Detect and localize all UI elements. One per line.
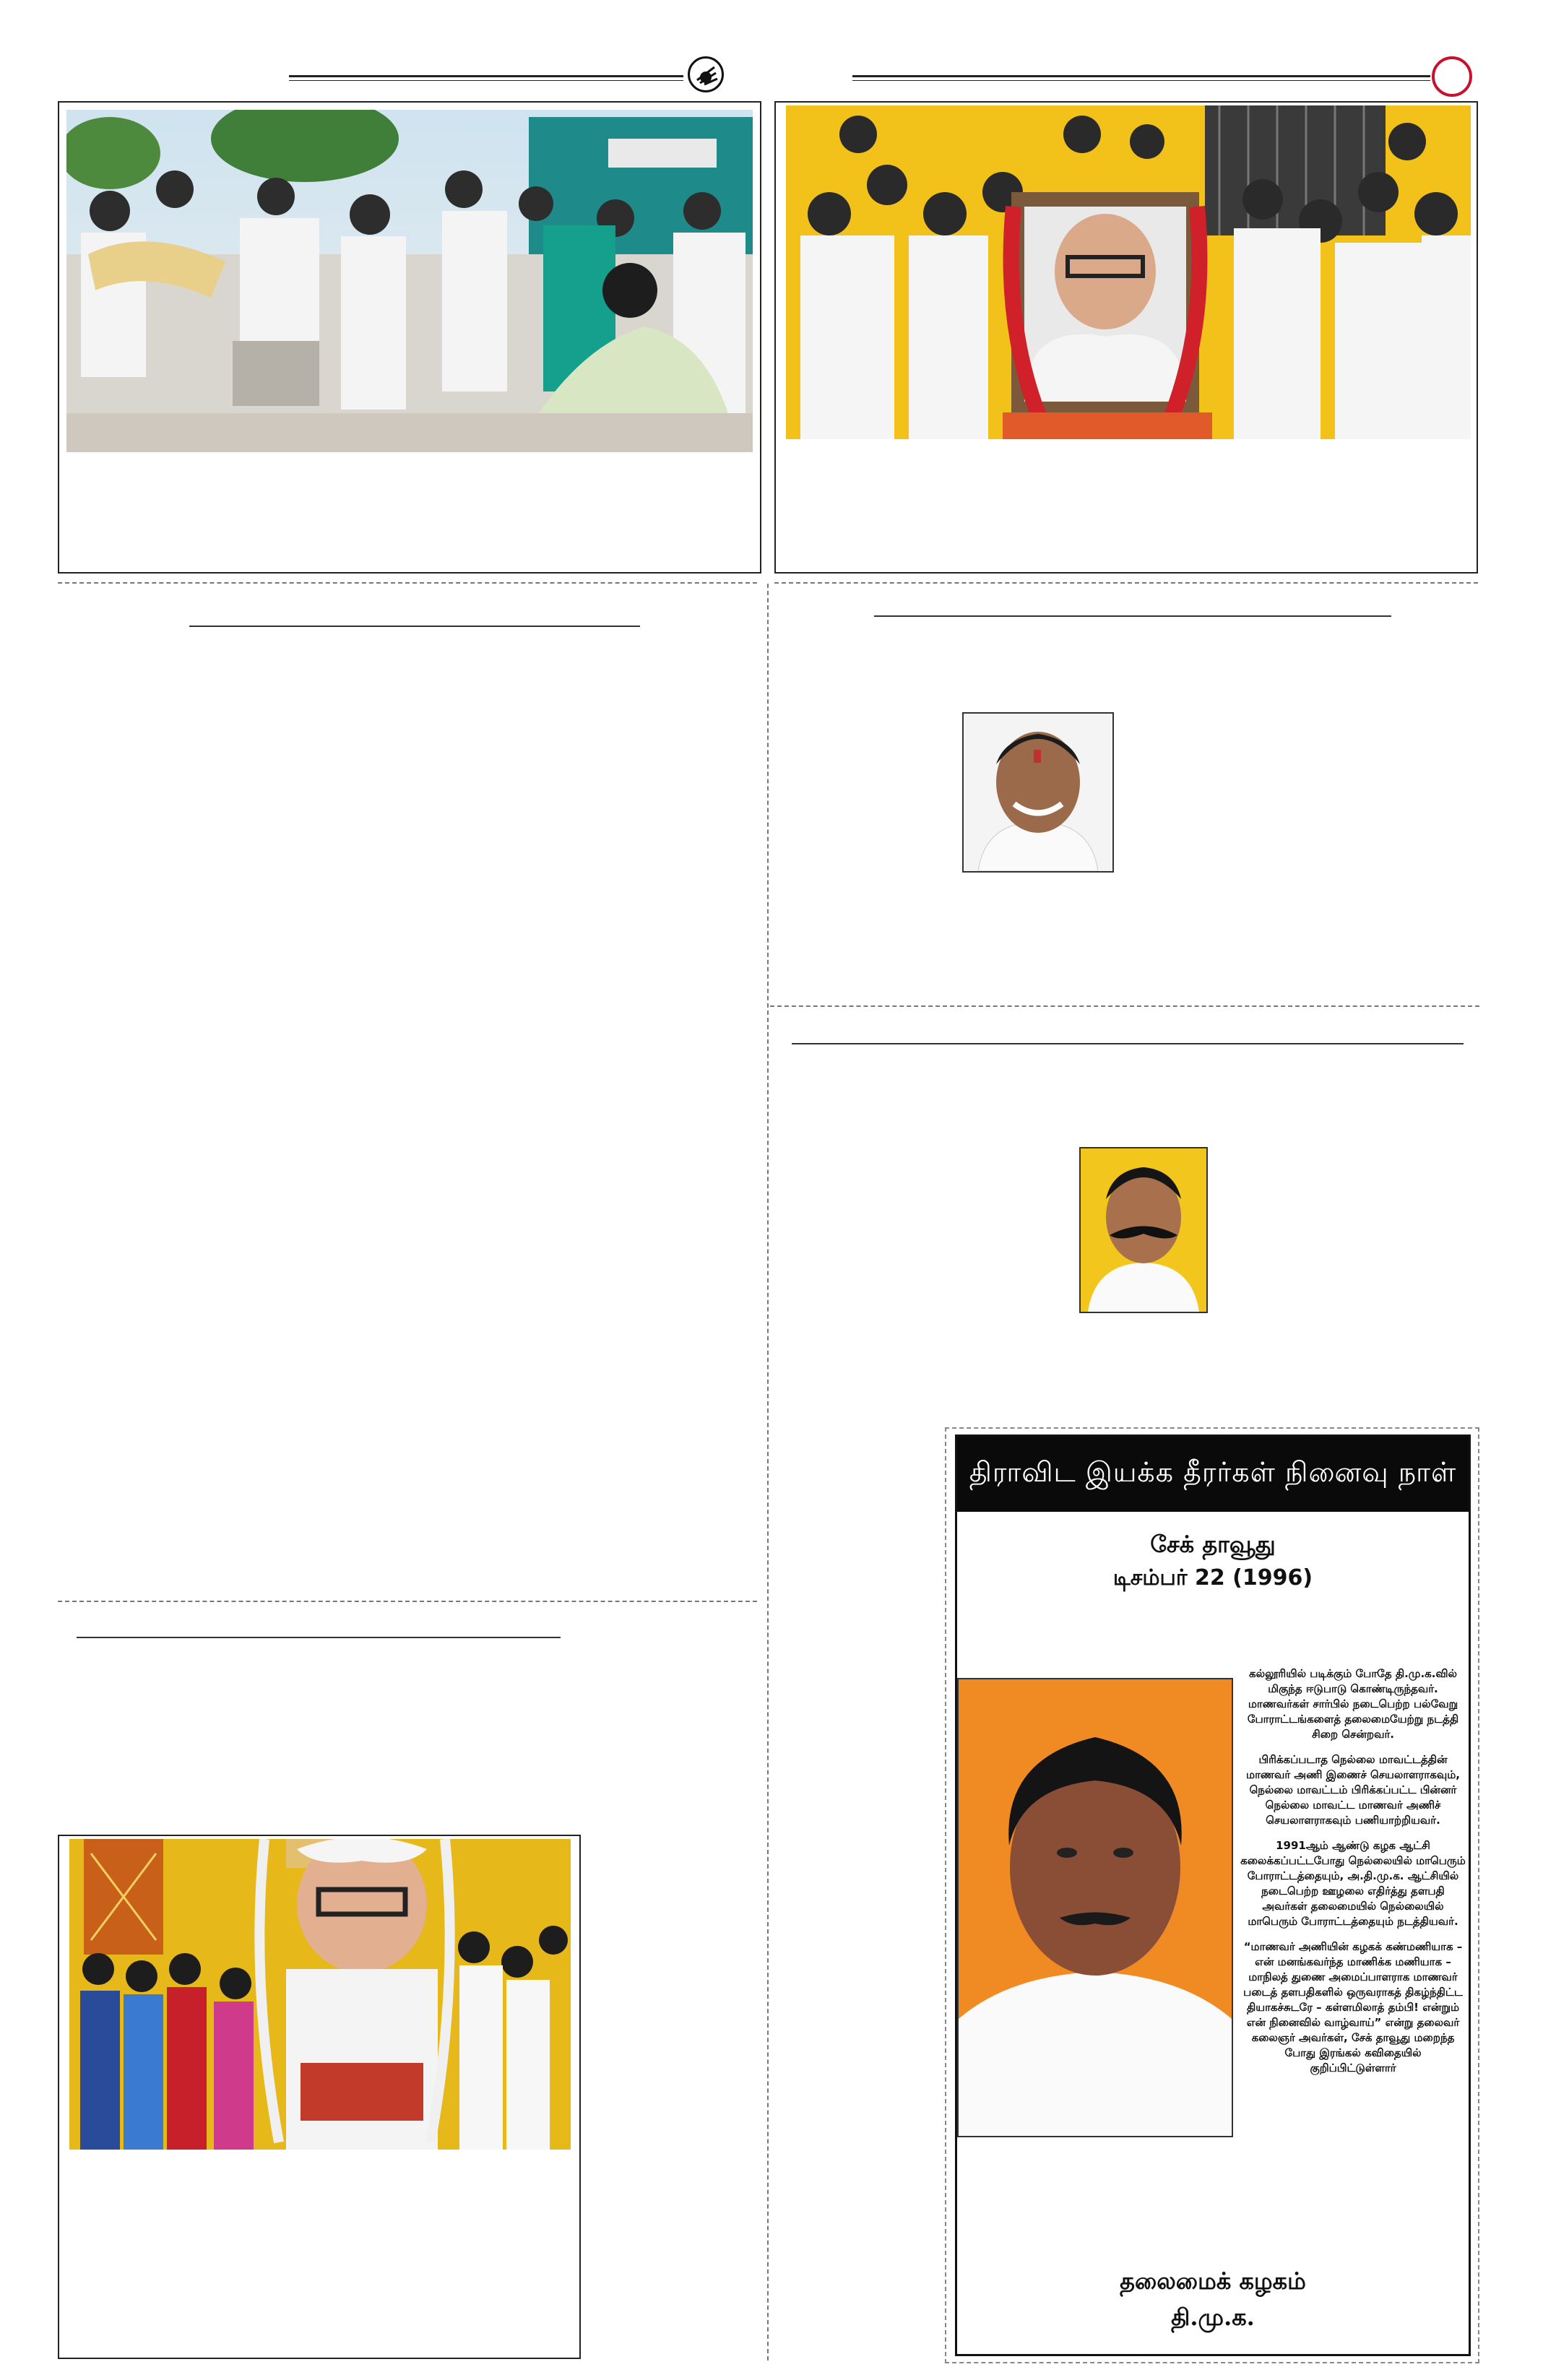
divider-right-middle bbox=[770, 1005, 1479, 1007]
memorial-paragraph: 1991ஆம் ஆண்டு கழக ஆட்சி கலைக்கப்பட்டபோது நெல்லையில் மாபெரும் போராட்டத்தையும், அ.தி.மு.க. ஆட்சியில் நடைபெற்ற ஊழலை எதிர்த்து தளபதி அவர்கள் தலைமையில் நெல்லையில் மாபெரும் போராட்டத்தையும் நடத்தியவர். bbox=[1240, 1839, 1466, 1928]
memorial-date: டிசம்பர் 22 (1996) bbox=[1112, 1565, 1313, 1591]
divider-top-left bbox=[58, 582, 757, 584]
header-rule-left bbox=[289, 75, 683, 77]
header-rule-right-thin bbox=[852, 80, 1430, 81]
portrait-man-with-moustache bbox=[1079, 1147, 1208, 1313]
top-right-photo-box bbox=[774, 101, 1478, 574]
memorial-footer-org: தலைமைக் கழகம் bbox=[1120, 2267, 1306, 2295]
top-left-photo-box bbox=[58, 101, 761, 574]
right-article-2-heading-rule bbox=[792, 1043, 1464, 1044]
right-article-1-heading-rule bbox=[874, 615, 1391, 617]
left-article-heading-rule bbox=[189, 626, 640, 627]
memorial-banner: திராவிட இயக்க தீரர்கள் நினைவு நாள் bbox=[957, 1437, 1469, 1512]
left-bottom-heading-rule bbox=[77, 1637, 561, 1638]
memorial-name: சேக் தாவூது bbox=[1150, 1531, 1276, 1558]
portrait-sheikh-dawood bbox=[957, 1678, 1233, 2137]
bottom-left-photo-box bbox=[58, 1835, 581, 2359]
header-rule-right bbox=[852, 75, 1430, 77]
photo-leaders-garlanding-portrait bbox=[786, 105, 1471, 439]
memorial-text-column bbox=[1240, 1666, 1466, 2086]
divider-top-right bbox=[774, 582, 1478, 584]
column-divider bbox=[767, 584, 769, 2360]
portrait-smiling-man bbox=[962, 712, 1114, 873]
header-rule-left-thin bbox=[289, 80, 683, 81]
memorial-paragraph: பிரிக்கப்படாத நெல்லை மாவட்டத்தின் மாணவர் அணி இணைச் செயலாளராகவும், நெல்லை மாவட்டம் பிரிக்கப்பட்ட பின்னர் நெல்லை மாவட்ட மாணவர் அணிச் செயலாளராகவும் பணியாற்றியவர். bbox=[1246, 1753, 1460, 1827]
memorial-footer-party: தி.மு.க. bbox=[1171, 2303, 1255, 2331]
memorial-advertisement bbox=[945, 1427, 1479, 2363]
memorial-paragraph: “மாணவர் அணியின் கழகக் கண்மணியாக – என் மனங்கவர்ந்த மாணிக்க மணியாக – மாநிலத் துணை அமைப்பாளராக மாணவர் படைத் தளபதிகளில் ஒருவராகத் திகழ்ந்திட்ட தியாகச்சுடரே – கள்ளமிலாத் தம்பி! என்றும் என் நினைவில் வாழ்வாய்” என்று தலைவர் கலைஞர் அவர்கள், சேக் தாவூது மறைந்த போது இரங்கல் கவிதையில் குறிப்பிட்டுள்ளார் bbox=[1243, 1940, 1463, 2074]
photo-dignitaries-distributing-relief bbox=[66, 110, 753, 452]
photo-group-with-portrait-banner bbox=[69, 1839, 571, 2150]
rising-sun-emblem-icon bbox=[688, 56, 724, 92]
page-number-badge bbox=[1432, 56, 1472, 97]
memorial-frame bbox=[955, 1435, 1471, 2356]
memorial-paragraph: கல்லூரியில் படிக்கும் போதே தி.மு.க.வில் மிகுந்த ஈடுபாடு கொண்டிருந்தவர். மாணவர்கள் சார்பில் நடைபெற்ற பல்வேறு போராட்டங்களைத் தலைமையேற்று நடத்தி சிறை சென்றவர். bbox=[1247, 1667, 1459, 1741]
divider-left-bottom bbox=[58, 1601, 757, 1602]
